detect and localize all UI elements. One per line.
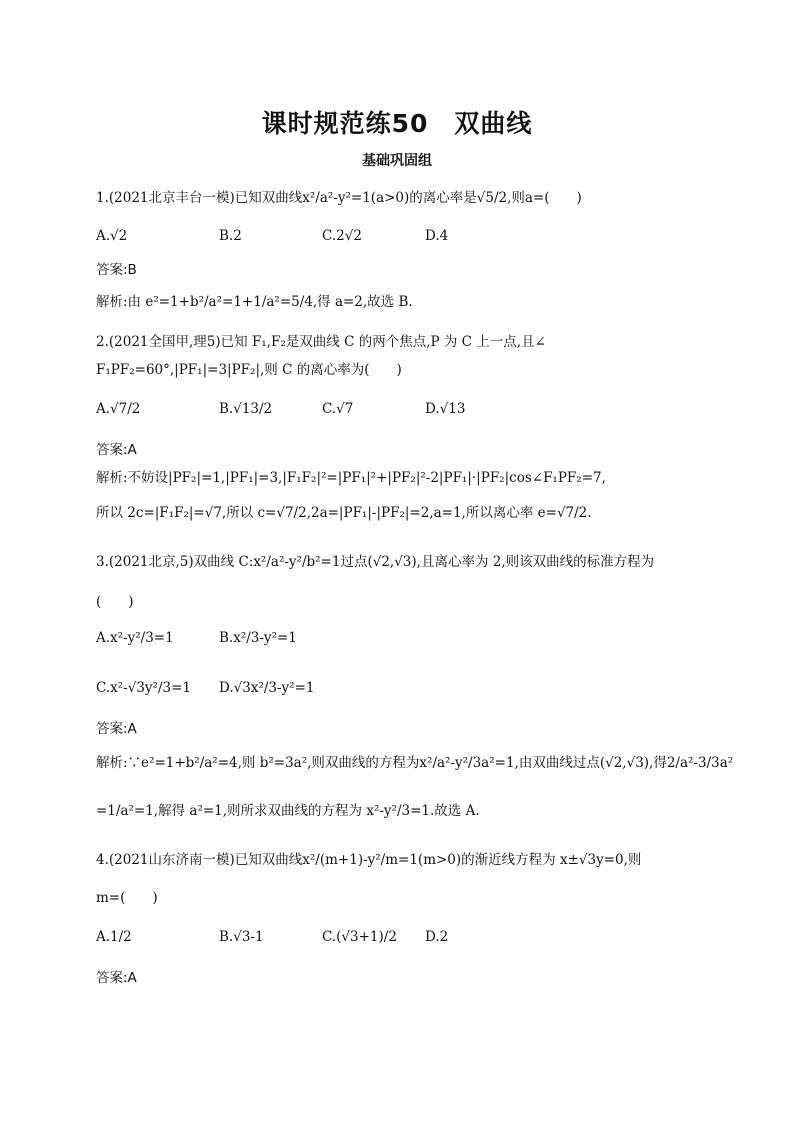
q1-option-d: D.4 [425, 228, 449, 244]
q3-solution-line-2: =1/a²=1,解得 a²=1,则所求双曲线的方程为 x²-y²/3=1.故选 A. [96, 803, 480, 819]
q4-option-d: D.2 [425, 929, 449, 945]
q2-stem-line-2: F₁PF₂=60°,|PF₁|=3|PF₂|,则 C 的离心率为( ) [96, 362, 402, 378]
q4-option-b: B.√3-1 [219, 929, 264, 945]
q3-option-d: D.√3x²/3-y²=1 [219, 680, 315, 696]
q4-option-a: A.1/2 [96, 929, 132, 945]
q1-answer: 答案:B [96, 262, 137, 278]
q2-option-c: C.√7 [322, 401, 354, 417]
q4-stem-line-2: m=( ) [96, 890, 158, 906]
q3-option-a: A.x²-y²/3=1 [96, 630, 174, 646]
q2-solution-line-1: 解析:不妨设|PF₂|=1,|PF₁|=3,|F₁F₂|²=|PF₁|²+|PF₂|²-2|PF₁|·|PF₂|cos∠F₁PF₂=7, [96, 470, 606, 486]
q1-option-b: B.2 [219, 228, 242, 244]
q2-option-a: A.√7/2 [96, 401, 141, 417]
q3-stem-line-2: ( ) [96, 594, 134, 610]
q2-option-d: D.√13 [425, 401, 466, 417]
q4-stem-line-1: 4.(2021山东济南一模)已知双曲线x²/(m+1)-y²/m=1(m>0)的渐近线方程为 x±√3y=0,则 [96, 852, 642, 868]
q4-option-c: C.(√3+1)/2 [322, 929, 397, 945]
q1-option-a: A.√2 [96, 228, 128, 244]
q2-answer: 答案:A [96, 442, 137, 458]
q3-stem-line-1: 3.(2021北京,5)双曲线 C:x²/a²-y²/b²=1过点(√2,√3),且离心率为 2,则该双曲线的标准方程为 [96, 554, 655, 570]
section-subtitle: 基础巩固组 [362, 153, 432, 169]
q3-solution-line-1: 解析:∵e²=1+b²/a²=4,则 b²=3a²,则双曲线的方程为x²/a²-y²/3a²=1,由双曲线过点(√2,√3),得2/a²-3/3a² [96, 755, 734, 771]
q3-option-b: B.x²/3-y²=1 [219, 630, 297, 646]
page-title: 课时规范练50 双曲线 [261, 109, 533, 138]
q1-stem: 1.(2021北京丰台一模)已知双曲线x²/a²-y²=1(a>0)的离心率是√5/2,则a=( ) [96, 190, 582, 206]
q2-option-b: B.√13/2 [219, 401, 273, 417]
q1-option-c: C.2√2 [322, 228, 362, 244]
q2-stem-line-1: 2.(2021全国甲,理5)已知 F₁,F₂是双曲线 C 的两个焦点,P 为 C 上一点,且∠ [96, 334, 546, 350]
q4-answer: 答案:A [96, 970, 137, 986]
q2-solution-line-2: 所以 2c=|F₁F₂|=√7,所以 c=√7/2,2a=|PF₁|-|PF₂|=2,a=1,所以离心率 e=√7/2. [96, 505, 592, 521]
q1-solution: 解析:由 e²=1+b²/a²=1+1/a²=5/4,得 a=2,故选 B. [96, 294, 413, 310]
q3-option-c: C.x²-√3y²/3=1 [96, 680, 191, 696]
q3-answer: 答案:A [96, 721, 137, 737]
